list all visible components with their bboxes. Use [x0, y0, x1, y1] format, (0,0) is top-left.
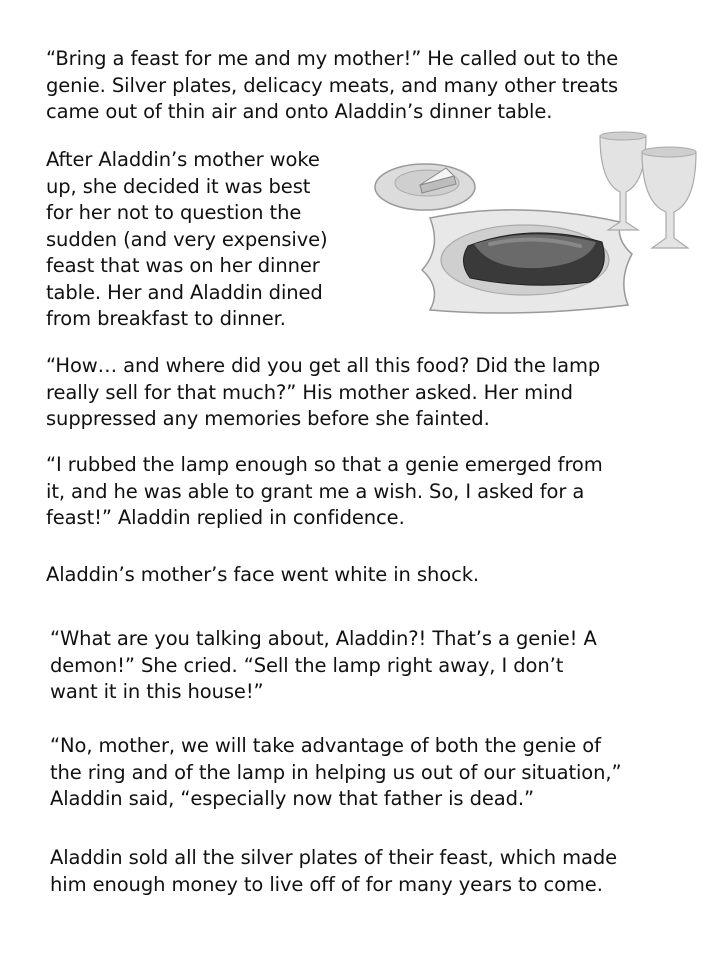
text-line: for her not to question the	[46, 201, 302, 224]
text-line: from breakfast to dinner.	[46, 307, 286, 330]
goblet-icon	[600, 132, 646, 230]
paragraph-sold-plates	[50, 845, 617, 898]
goblet-icon	[642, 147, 696, 248]
text-line: “No, mother, we will take advantage of both the genie of	[50, 734, 601, 757]
text-line: it, and he was able to grant me a wish. So, I asked for a	[46, 479, 585, 503]
text-line: “How… and where did you get all this food? Did the lamp	[46, 354, 601, 377]
text-line: really sell for that much?” His mother asked. Her mind	[46, 380, 573, 404]
small-plate-icon	[375, 164, 475, 210]
text-line: genie. Silver plates, delicacy meats, and many other treats	[46, 73, 619, 97]
text-line: “I rubbed the lamp enough so that a genie emerged from	[46, 453, 603, 476]
paragraph-aladdin-replies	[46, 452, 603, 532]
text-line: sudden (and very expensive)	[46, 227, 328, 251]
text-line: the ring and of the lamp in helping us out of our situation,”	[50, 760, 622, 784]
text-line: Aladdin sold all the silver plates of their feast, which made	[50, 846, 618, 869]
text-line: want it in this house!”	[50, 680, 264, 703]
text-line: up, she decided it was best	[46, 174, 311, 198]
paragraph-mother-shock	[46, 562, 479, 589]
paragraph-mother-woke	[46, 147, 328, 333]
text-line: “What are you talking about, Aladdin?! That’s a genie! A	[50, 627, 597, 650]
text-line: demon!” She cried. “Sell the lamp right away, I don’t	[50, 653, 564, 677]
paragraph-aladdin-refuses	[50, 733, 622, 813]
roast-meat-icon	[463, 233, 604, 285]
text-line: table. Her and Aladdin dined	[46, 280, 323, 304]
text-line: After Aladdin’s mother woke	[46, 148, 320, 171]
text-line: Aladdin said, “especially now that father is dead.”	[50, 787, 534, 810]
paragraph-mother-cries	[50, 626, 597, 706]
paragraph-mother-asks	[46, 353, 600, 433]
text-line: feast!” Aladdin replied in confidence.	[46, 506, 405, 529]
text-line: Aladdin’s mother’s face went white in shock.	[46, 563, 479, 586]
text-line: suppressed any memories before she fainted.	[46, 407, 490, 430]
text-line: him enough money to live off of for many years to come.	[50, 872, 603, 896]
text-line: came out of thin air and onto Aladdin’s dinner table.	[46, 100, 553, 123]
feast-illustration-icon	[370, 130, 700, 315]
text-line: feast that was on her dinner	[46, 254, 320, 277]
text-line: “Bring a feast for me and my mother!” He called out to the	[46, 47, 619, 70]
paragraph-feast-wish	[46, 46, 618, 126]
